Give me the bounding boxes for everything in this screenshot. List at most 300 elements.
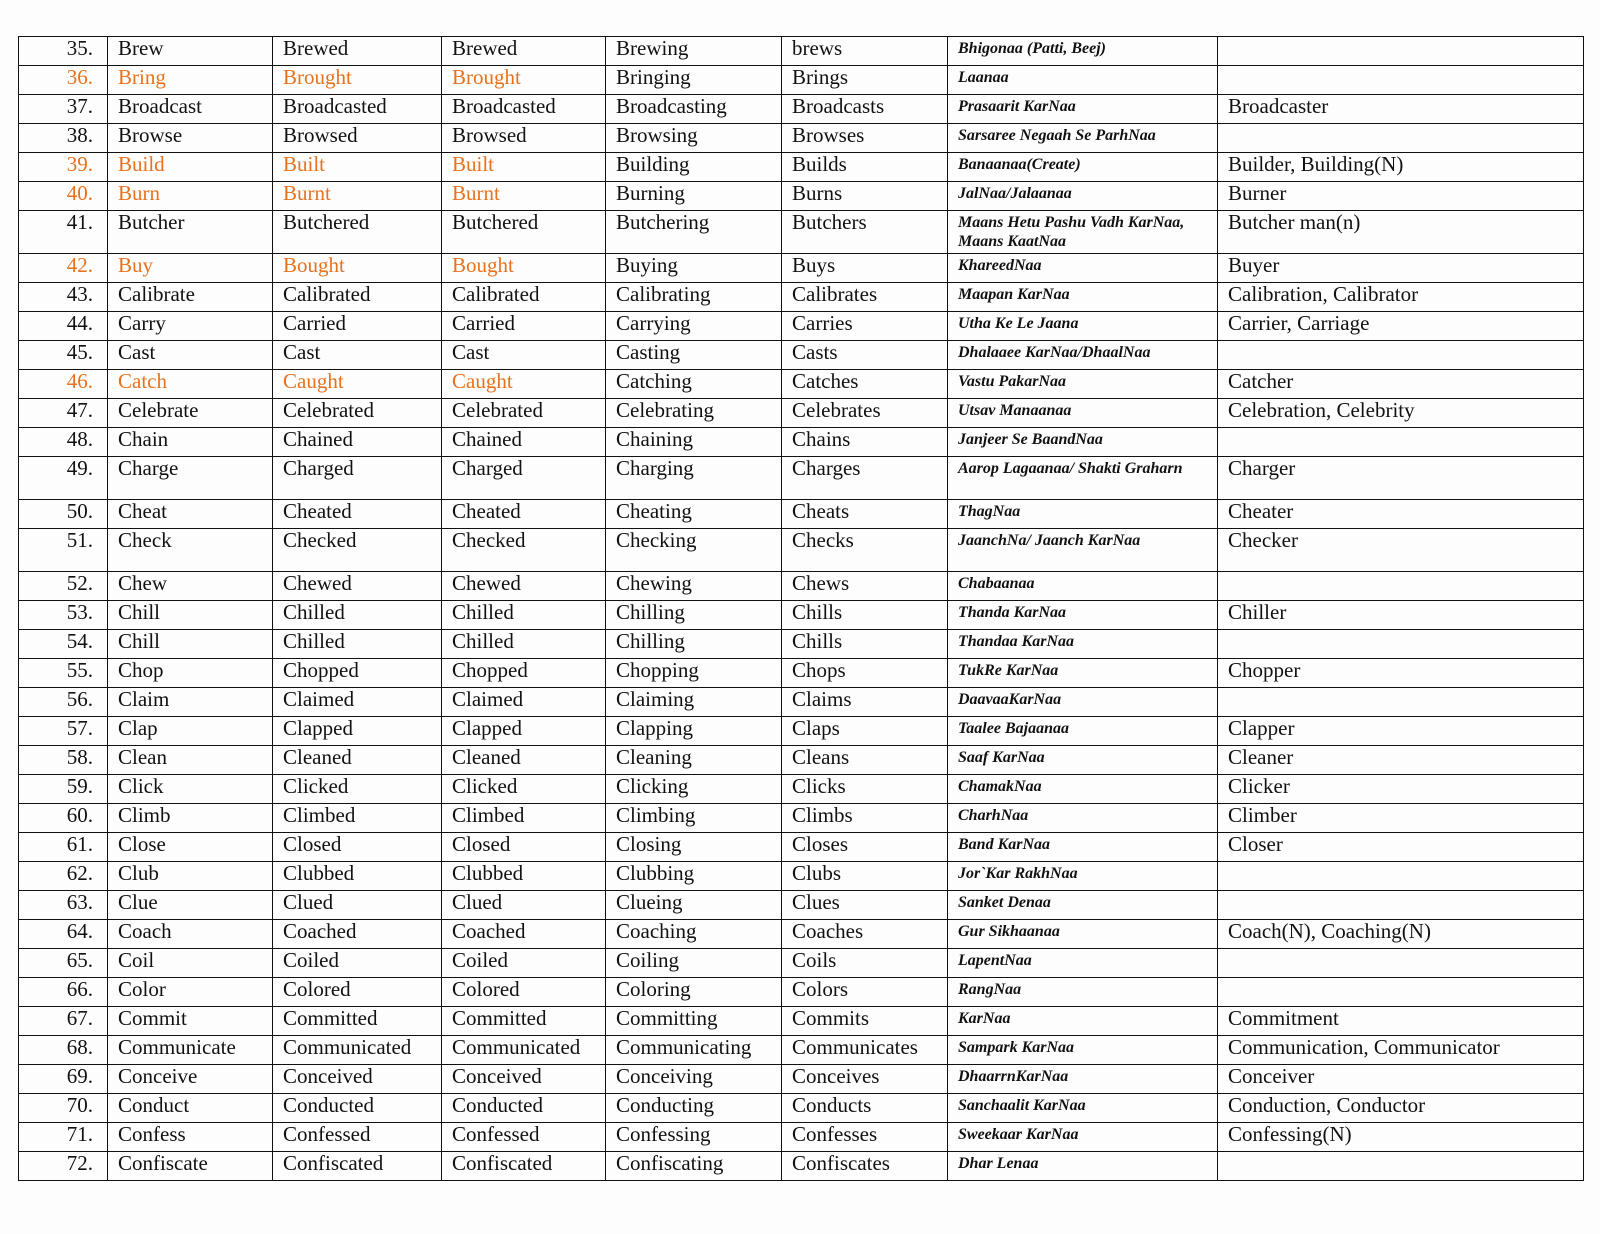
verb-number: 61. [19,833,108,862]
table-row [19,1036,1584,1065]
derived-words [1218,630,1584,659]
past-participle: Conceived [442,1065,606,1094]
table-row [19,1094,1584,1123]
past-form: Colored [273,978,442,1007]
base-form: Celebrate [108,399,273,428]
derived-words [1218,341,1584,370]
base-form: Coil [108,949,273,978]
third-person-form: Clicks [782,775,948,804]
derived-words [1218,978,1584,1007]
past-form: Burnt [273,182,442,211]
table-row [19,1152,1584,1181]
verb-number: 41. [19,211,108,254]
present-participle: Chewing [606,572,782,601]
derived-words: Chopper [1218,659,1584,688]
derived-words: Confessing(N) [1218,1123,1584,1152]
hindi-meaning: KhareedNaa [948,254,1218,283]
past-form: Chilled [273,630,442,659]
derived-words: Carrier, Carriage [1218,312,1584,341]
base-form: Chill [108,630,273,659]
past-form: Carried [273,312,442,341]
past-participle: Clapped [442,717,606,746]
past-form: Brought [273,66,442,95]
past-participle: Brought [442,66,606,95]
verb-number: 50. [19,500,108,529]
present-participle: Cleaning [606,746,782,775]
past-participle: Chained [442,428,606,457]
derived-words: Commitment [1218,1007,1584,1036]
past-participle: Butchered [442,211,606,254]
past-form: Caught [273,370,442,399]
past-form: Charged [273,457,442,500]
base-form: Claim [108,688,273,717]
present-participle: Calibrating [606,283,782,312]
third-person-form: Checks [782,529,948,572]
hindi-meaning: Sanket Denaa [948,891,1218,920]
hindi-meaning: JalNaa/Jalaanaa [948,182,1218,211]
past-participle: Broadcasted [442,95,606,124]
past-participle: Checked [442,529,606,572]
derived-words: Communication, Communicator [1218,1036,1584,1065]
third-person-form: Closes [782,833,948,862]
past-participle: Committed [442,1007,606,1036]
third-person-form: Confesses [782,1123,948,1152]
table-row [19,370,1584,399]
third-person-form: Confiscates [782,1152,948,1181]
third-person-form: Claps [782,717,948,746]
past-participle: Climbed [442,804,606,833]
past-form: Climbed [273,804,442,833]
verb-number: 49. [19,457,108,500]
past-participle: Carried [442,312,606,341]
derived-words: Catcher [1218,370,1584,399]
past-form: Built [273,153,442,182]
past-form: Clubbed [273,862,442,891]
table-row [19,254,1584,283]
past-participle: Chilled [442,601,606,630]
verb-number: 48. [19,428,108,457]
base-form: Browse [108,124,273,153]
third-person-form: Chains [782,428,948,457]
past-form: Clicked [273,775,442,804]
table-row [19,500,1584,529]
table-row [19,775,1584,804]
past-participle: Claimed [442,688,606,717]
past-participle: Clubbed [442,862,606,891]
past-participle: Charged [442,457,606,500]
base-form: Conduct [108,1094,273,1123]
past-participle: Bought [442,254,606,283]
past-form: Browsed [273,124,442,153]
third-person-form: Builds [782,153,948,182]
derived-words: Charger [1218,457,1584,500]
hindi-meaning: LapentNaa [948,949,1218,978]
derived-words [1218,862,1584,891]
hindi-meaning: CharhNaa [948,804,1218,833]
third-person-form: Calibrates [782,283,948,312]
present-participle: Communicating [606,1036,782,1065]
past-participle: Chilled [442,630,606,659]
present-participle: Bringing [606,66,782,95]
third-person-form: Conducts [782,1094,948,1123]
past-form: Clued [273,891,442,920]
verb-number: 55. [19,659,108,688]
present-participle: Checking [606,529,782,572]
table-row [19,37,1584,66]
verb-number: 57. [19,717,108,746]
hindi-meaning: Sanchaalit KarNaa [948,1094,1218,1123]
hindi-meaning: KarNaa [948,1007,1218,1036]
past-participle: Conducted [442,1094,606,1123]
past-participle: Clued [442,891,606,920]
past-participle: Caught [442,370,606,399]
present-participle: Buying [606,254,782,283]
table-row [19,211,1584,254]
verb-number: 60. [19,804,108,833]
base-form: Burn [108,182,273,211]
verb-number: 37. [19,95,108,124]
verb-number: 65. [19,949,108,978]
past-participle: Coached [442,920,606,949]
past-form: Chilled [273,601,442,630]
present-participle: Chopping [606,659,782,688]
past-form: Chained [273,428,442,457]
present-participle: Burning [606,182,782,211]
past-participle: Confiscated [442,1152,606,1181]
third-person-form: Brings [782,66,948,95]
third-person-form: Chops [782,659,948,688]
base-form: Click [108,775,273,804]
hindi-meaning: TukRe KarNaa [948,659,1218,688]
base-form: Clean [108,746,273,775]
present-participle: Clicking [606,775,782,804]
past-participle: Browsed [442,124,606,153]
past-participle: Chopped [442,659,606,688]
present-participle: Closing [606,833,782,862]
past-form: Butchered [273,211,442,254]
derived-words: Calibration, Calibrator [1218,283,1584,312]
verb-number: 69. [19,1065,108,1094]
hindi-meaning: Dhar Lenaa [948,1152,1218,1181]
third-person-form: Casts [782,341,948,370]
past-participle: Cast [442,341,606,370]
present-participle: Celebrating [606,399,782,428]
hindi-meaning: Jor`Kar RakhNaa [948,862,1218,891]
verb-number: 39. [19,153,108,182]
table-row [19,659,1584,688]
past-participle: Calibrated [442,283,606,312]
verb-number: 66. [19,978,108,1007]
past-participle: Closed [442,833,606,862]
verb-number: 59. [19,775,108,804]
hindi-meaning: DaavaaKarNaa [948,688,1218,717]
verb-number: 64. [19,920,108,949]
derived-words: Conceiver [1218,1065,1584,1094]
third-person-form: Butchers [782,211,948,254]
derived-words: Checker [1218,529,1584,572]
past-participle: Celebrated [442,399,606,428]
table-row [19,746,1584,775]
past-form: Chopped [273,659,442,688]
present-participle: Charging [606,457,782,500]
present-participle: Climbing [606,804,782,833]
third-person-form: Coils [782,949,948,978]
base-form: Buy [108,254,273,283]
base-form: Build [108,153,273,182]
hindi-meaning: Utha Ke Le Jaana [948,312,1218,341]
third-person-form: Clubs [782,862,948,891]
verb-number: 58. [19,746,108,775]
derived-words: Buyer [1218,254,1584,283]
derived-words [1218,66,1584,95]
derived-words: Butcher man(n) [1218,211,1584,254]
verb-number: 52. [19,572,108,601]
verb-number: 38. [19,124,108,153]
past-form: Confiscated [273,1152,442,1181]
past-participle: Communicated [442,1036,606,1065]
past-participle: Built [442,153,606,182]
hindi-meaning: Sampark KarNaa [948,1036,1218,1065]
past-form: Checked [273,529,442,572]
base-form: Commit [108,1007,273,1036]
verb-number: 35. [19,37,108,66]
third-person-form: Carries [782,312,948,341]
verb-number: 42. [19,254,108,283]
hindi-meaning: Sarsaree Negaah Se ParhNaa [948,124,1218,153]
base-form: Communicate [108,1036,273,1065]
verb-number: 67. [19,1007,108,1036]
third-person-form: Colors [782,978,948,1007]
table-row [19,978,1584,1007]
derived-words [1218,572,1584,601]
verb-number: 68. [19,1036,108,1065]
derived-words: Cheater [1218,500,1584,529]
present-participle: Confiscating [606,1152,782,1181]
present-participle: Clueing [606,891,782,920]
base-form: Club [108,862,273,891]
verb-number: 53. [19,601,108,630]
derived-words: Clapper [1218,717,1584,746]
table-row [19,949,1584,978]
derived-words: Celebration, Celebrity [1218,399,1584,428]
base-form: Butcher [108,211,273,254]
past-form: Claimed [273,688,442,717]
hindi-meaning: Prasaarit KarNaa [948,95,1218,124]
base-form: Color [108,978,273,1007]
base-form: Confess [108,1123,273,1152]
third-person-form: Climbs [782,804,948,833]
base-form: Chop [108,659,273,688]
hindi-meaning: Banaanaa(Create) [948,153,1218,182]
present-participle: Butchering [606,211,782,254]
derived-words: Closer [1218,833,1584,862]
past-form: Coiled [273,949,442,978]
past-participle: Brewed [442,37,606,66]
present-participle: Committing [606,1007,782,1036]
verb-number: 44. [19,312,108,341]
past-form: Conducted [273,1094,442,1123]
table-row [19,312,1584,341]
base-form: Clap [108,717,273,746]
derived-words: Conduction, Conductor [1218,1094,1584,1123]
hindi-meaning: Sweekaar KarNaa [948,1123,1218,1152]
base-form: Chew [108,572,273,601]
table-row [19,572,1584,601]
base-form: Climb [108,804,273,833]
past-form: Clapped [273,717,442,746]
hindi-meaning: Maapan KarNaa [948,283,1218,312]
hindi-meaning: Saaf KarNaa [948,746,1218,775]
table-row [19,1123,1584,1152]
derived-words [1218,428,1584,457]
present-participle: Brewing [606,37,782,66]
hindi-meaning: Taalee Bajaanaa [948,717,1218,746]
past-form: Conceived [273,1065,442,1094]
past-form: Broadcasted [273,95,442,124]
table-row [19,124,1584,153]
third-person-form: Catches [782,370,948,399]
derived-words [1218,37,1584,66]
third-person-form: Commits [782,1007,948,1036]
table-row [19,529,1584,572]
third-person-form: Chills [782,630,948,659]
derived-words: Chiller [1218,601,1584,630]
past-participle: Colored [442,978,606,1007]
past-form: Committed [273,1007,442,1036]
hindi-meaning: Bhigonaa (Patti, Beej) [948,37,1218,66]
verb-number: 51. [19,529,108,572]
base-form: Bring [108,66,273,95]
verb-number: 54. [19,630,108,659]
derived-words: Broadcaster [1218,95,1584,124]
base-form: Brew [108,37,273,66]
past-participle: Coiled [442,949,606,978]
base-form: Coach [108,920,273,949]
third-person-form: brews [782,37,948,66]
present-participle: Chilling [606,630,782,659]
table-row [19,1065,1584,1094]
past-form: Communicated [273,1036,442,1065]
derived-words: Cleaner [1218,746,1584,775]
derived-words: Climber [1218,804,1584,833]
table-row [19,399,1584,428]
hindi-meaning: Laanaa [948,66,1218,95]
verb-number: 56. [19,688,108,717]
base-form: Conceive [108,1065,273,1094]
base-form: Clue [108,891,273,920]
present-participle: Chilling [606,601,782,630]
table-row [19,1007,1584,1036]
third-person-form: Cheats [782,500,948,529]
base-form: Charge [108,457,273,500]
past-form: Confessed [273,1123,442,1152]
table-row [19,601,1584,630]
past-participle: Confessed [442,1123,606,1152]
verb-number: 36. [19,66,108,95]
third-person-form: Chews [782,572,948,601]
table-row [19,717,1584,746]
table-row [19,920,1584,949]
base-form: Catch [108,370,273,399]
past-form: Cast [273,341,442,370]
present-participle: Catching [606,370,782,399]
past-participle: Burnt [442,182,606,211]
present-participle: Confessing [606,1123,782,1152]
base-form: Check [108,529,273,572]
third-person-form: Conceives [782,1065,948,1094]
hindi-meaning: JaanchNa/ Jaanch KarNaa [948,529,1218,572]
third-person-form: Communicates [782,1036,948,1065]
verb-number: 71. [19,1123,108,1152]
third-person-form: Celebrates [782,399,948,428]
present-participle: Casting [606,341,782,370]
third-person-form: Broadcasts [782,95,948,124]
present-participle: Chaining [606,428,782,457]
table-row [19,688,1584,717]
derived-words: Clicker [1218,775,1584,804]
present-participle: Conducting [606,1094,782,1123]
hindi-meaning: Aarop Lagaanaa/ Shakti Graharn [948,457,1218,500]
past-form: Brewed [273,37,442,66]
derived-words: Coach(N), Coaching(N) [1218,920,1584,949]
table-row [19,457,1584,500]
third-person-form: Burns [782,182,948,211]
present-participle: Browsing [606,124,782,153]
verb-number: 47. [19,399,108,428]
derived-words [1218,949,1584,978]
third-person-form: Browses [782,124,948,153]
table-row [19,804,1584,833]
table-row [19,862,1584,891]
past-form: Coached [273,920,442,949]
derived-words [1218,688,1584,717]
past-participle: Cheated [442,500,606,529]
table-row [19,428,1584,457]
table-row [19,341,1584,370]
present-participle: Broadcasting [606,95,782,124]
hindi-meaning: Band KarNaa [948,833,1218,862]
hindi-meaning: Janjeer Se BaandNaa [948,428,1218,457]
past-form: Chewed [273,572,442,601]
present-participle: Building [606,153,782,182]
past-form: Cheated [273,500,442,529]
hindi-meaning: Utsav Manaanaa [948,399,1218,428]
past-participle: Cleaned [442,746,606,775]
hindi-meaning: Vastu PakarNaa [948,370,1218,399]
derived-words: Builder, Building(N) [1218,153,1584,182]
hindi-meaning: ChamakNaa [948,775,1218,804]
hindi-meaning: Dhalaaee KarNaa/DhaalNaa [948,341,1218,370]
past-participle: Clicked [442,775,606,804]
present-participle: Conceiving [606,1065,782,1094]
third-person-form: Coaches [782,920,948,949]
past-form: Celebrated [273,399,442,428]
derived-words [1218,124,1584,153]
past-form: Closed [273,833,442,862]
base-form: Carry [108,312,273,341]
table-row [19,283,1584,312]
hindi-meaning: RangNaa [948,978,1218,1007]
present-participle: Coiling [606,949,782,978]
derived-words [1218,1152,1584,1181]
third-person-form: Chills [782,601,948,630]
past-form: Bought [273,254,442,283]
present-participle: Coaching [606,920,782,949]
present-participle: Clubbing [606,862,782,891]
hindi-meaning: Gur Sikhaanaa [948,920,1218,949]
present-participle: Coloring [606,978,782,1007]
base-form: Cast [108,341,273,370]
